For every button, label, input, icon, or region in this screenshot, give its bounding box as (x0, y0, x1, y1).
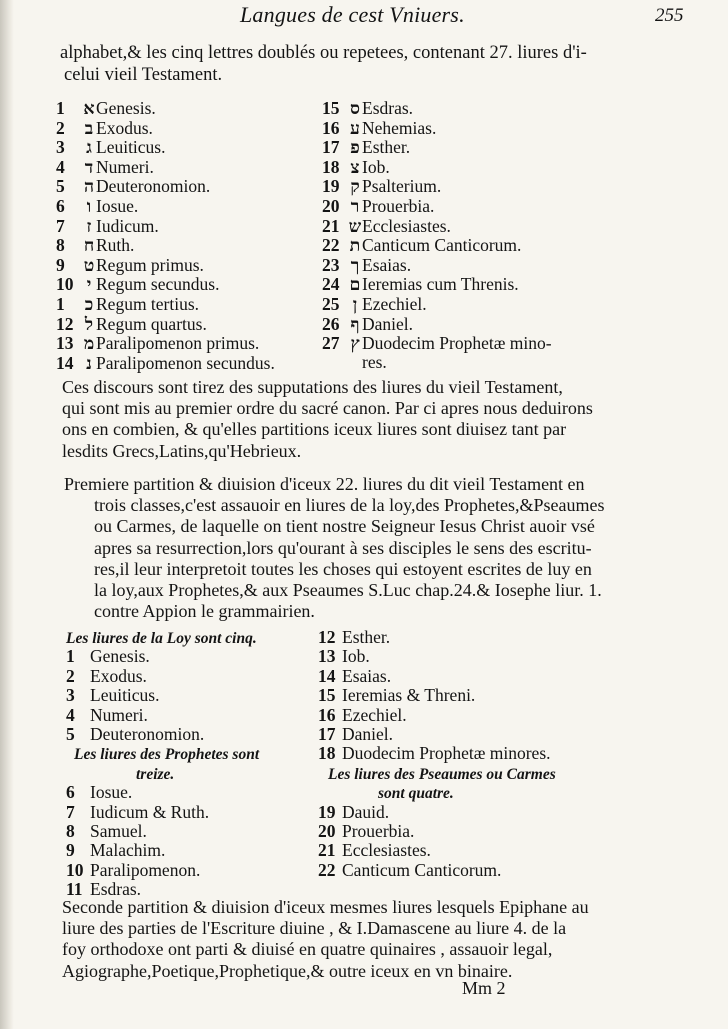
book-name: Duodecim Prophetæ mino- (362, 333, 552, 354)
signature-mark: Mm 2 (462, 978, 506, 998)
book-number: 14 (318, 665, 336, 686)
book-row (322, 315, 622, 335)
book-row (322, 256, 622, 276)
hebrew-letter: ף (350, 313, 360, 334)
paragraph-line: Ces discours sont tirez des supputations des liures du vieil Testament, (62, 377, 563, 397)
class-heading-row (66, 628, 316, 647)
book-name: Canticum Canticorum. (362, 235, 522, 256)
book-row (322, 119, 622, 139)
paragraph-line: apres sa resurrection,lors qu'ourant à ses disciples le sens des escritu- (94, 537, 592, 558)
class-book-row (318, 725, 618, 744)
hebrew-letter: ס (350, 98, 360, 118)
page-gutter-shadow (0, 0, 14, 1029)
book-row (56, 315, 326, 335)
book-name: Leuiticus. (90, 685, 160, 706)
book-row (56, 177, 326, 197)
book-row (56, 354, 326, 374)
book-name: Esaias. (342, 665, 392, 686)
book-name: Genesis. (96, 98, 156, 118)
hebrew-letter: נ (86, 352, 92, 373)
book-name: Exodus. (90, 665, 147, 686)
page-number: 255 (655, 5, 684, 26)
class-book-row (66, 783, 316, 802)
intro-paragraph (60, 42, 708, 86)
book-number: 3 (66, 685, 75, 706)
book-name: Ruth. (96, 235, 135, 256)
book-name: Iudicum. (96, 215, 159, 236)
hebrew-letter: ך (350, 254, 360, 275)
book-name: Regum quartus. (96, 313, 207, 334)
book-number: 12 (318, 627, 336, 647)
books-list-right (322, 98, 622, 373)
hebrew-letter: צ (350, 156, 360, 177)
book-number: 4 (66, 704, 75, 725)
intro-line: celui vieil Testament. (64, 65, 223, 85)
book-number: 1 (56, 293, 65, 314)
hebrew-letter: ה (83, 176, 95, 197)
paragraph-line: res,il leur interpretoit toutes les choses qui estoyent escrites de luy en (94, 558, 592, 579)
book-name: Leuiticus. (96, 137, 166, 158)
book-name: Deuteronomion. (96, 176, 211, 197)
paragraph-line: foy orthodoxe ont parti & diuisé en quatre quinaires , assauoir legal, (62, 939, 553, 960)
hebrew-letter: א (83, 98, 95, 118)
hebrew-letter: ש (348, 215, 362, 236)
book-number: 27 (322, 333, 340, 354)
books-list-left (56, 99, 326, 373)
paragraph-line: Premiere partition & diuision d'iceux 22. liures du dit vieil Testament en (64, 474, 585, 494)
book-name: Iosue. (90, 782, 133, 803)
paragraph-second-partition (62, 897, 712, 982)
book-row (56, 119, 326, 139)
class-heading: treize. (136, 765, 175, 783)
classes-list-right (318, 628, 618, 880)
paragraph-line: ou Carmes, de laquelle on tient nostre Seigneur Iesus Christ auoir vsé (94, 516, 595, 537)
hebrew-letter: ת (349, 235, 361, 256)
book-name: Canticum Canticorum. (342, 859, 502, 880)
book-number: 16 (318, 704, 336, 725)
hebrew-letter: ח (83, 235, 95, 256)
hebrew-letter: ר (350, 195, 360, 216)
book-number: 17 (318, 723, 336, 744)
book-name: Paralipomenon secundus. (96, 352, 275, 373)
book-name: Daniel. (362, 313, 414, 334)
book-name: Dauid. (342, 801, 390, 822)
book-number: 26 (322, 313, 340, 334)
class-book-row (318, 744, 618, 763)
book-number: 15 (318, 685, 336, 706)
hebrew-letter: כ (84, 293, 94, 314)
book-name: Ezechiel. (362, 293, 427, 314)
book-name: Paralipomenon primus. (96, 333, 260, 354)
book-row (322, 333, 622, 373)
book-row (56, 334, 326, 354)
book-name: Daniel. (342, 723, 394, 744)
book-name: Prouerbia. (342, 820, 415, 841)
page-header (0, 2, 728, 32)
class-book-row (66, 822, 316, 841)
book-number: 8 (56, 235, 65, 256)
book-number: 20 (318, 820, 336, 841)
book-number: 10 (56, 274, 74, 295)
book-number: 5 (56, 176, 65, 197)
book-name: Regum secundus. (96, 274, 220, 295)
hebrew-letter: ד (84, 156, 94, 177)
hebrew-letter: ל (84, 313, 94, 334)
book-number: 4 (56, 156, 65, 177)
class-book-row (66, 686, 316, 705)
book-row (56, 138, 326, 158)
book-number: 15 (322, 98, 340, 118)
class-book-row (66, 647, 316, 666)
book-number: 13 (56, 333, 74, 354)
book-number: 13 (318, 646, 336, 667)
book-number: 17 (322, 137, 340, 158)
class-book-row (318, 667, 618, 686)
book-name: Prouerbia. (362, 195, 435, 216)
paragraph-line: ons en combien, & qu'elles partitions iceux liures sont diuisez tant par (62, 419, 567, 440)
book-row (56, 236, 326, 256)
class-book-row (318, 822, 618, 841)
class-book-row (66, 861, 316, 880)
book-number: 1 (56, 98, 65, 118)
book-number: 10 (66, 859, 84, 880)
book-number: 19 (322, 176, 340, 197)
class-heading-row (318, 764, 618, 783)
hebrew-letter: ם (349, 274, 361, 295)
book-number: 6 (56, 195, 65, 216)
hebrew-letter: פ (350, 137, 360, 158)
paragraph-line: lesdits Grecs,Latins,qu'Hebrieux. (62, 440, 302, 461)
hebrew-letter: ב (84, 117, 94, 138)
book-row (322, 197, 622, 217)
book-row (322, 99, 622, 119)
book-row (322, 158, 622, 178)
book-number: 2 (56, 117, 65, 138)
book-name: Regum primus. (96, 254, 204, 275)
class-heading: sont quatre. (378, 785, 454, 803)
book-number: 2 (66, 665, 75, 686)
class-heading-row (318, 783, 618, 802)
paragraph-supputations (62, 377, 702, 462)
class-book-row (318, 861, 618, 880)
book-row (56, 99, 326, 119)
book-number: 3 (56, 137, 65, 158)
class-book-row (66, 667, 316, 686)
hebrew-letter: ז (86, 215, 92, 236)
book-name: Exodus. (96, 117, 153, 138)
book-name: Esther. (362, 137, 411, 158)
book-name: Ieremias cum Threnis. (362, 274, 519, 295)
class-heading-row (66, 764, 316, 783)
book-name: Esaias. (362, 254, 412, 275)
class-book-row (318, 686, 618, 705)
book-number: 9 (66, 840, 75, 861)
paragraph-first-partition (64, 474, 704, 622)
class-book-row (66, 706, 316, 725)
book-number: 14 (56, 352, 74, 373)
hebrew-letter: ן (352, 293, 358, 314)
book-name: Numeri. (96, 156, 154, 177)
book-number: 7 (66, 801, 75, 822)
class-heading: Les liures de la Loy sont cinq. (66, 630, 257, 647)
class-book-row (66, 841, 316, 860)
book-number: 24 (322, 274, 340, 295)
book-name: Samuel. (90, 820, 147, 841)
book-number: 22 (318, 859, 336, 880)
book-name: Numeri. (90, 704, 148, 725)
book-number: 18 (318, 743, 336, 764)
book-number: 25 (322, 293, 340, 314)
book-name: Ezechiel. (342, 704, 407, 725)
book-number: 23 (322, 254, 340, 275)
paragraph-line: contre Appion le grammairien. (94, 601, 315, 622)
hebrew-letter: מ (83, 333, 95, 354)
book-row (322, 275, 622, 295)
book-number: 5 (66, 723, 75, 744)
class-book-row (318, 628, 618, 647)
hebrew-letter: ג (86, 137, 92, 158)
book-number: 18 (322, 156, 340, 177)
book-number: 19 (318, 801, 336, 822)
book-number: 21 (322, 215, 340, 236)
book-row (322, 217, 622, 237)
book-row (322, 295, 622, 315)
paragraph-line: qui sont mis au premier ordre du sacré canon. Par ci apres nous deduirons (62, 398, 593, 419)
book-row (322, 236, 622, 256)
book-name: Malachim. (90, 840, 166, 861)
book-name: Ieremias & Threni. (342, 685, 476, 706)
book-number: 11 (66, 879, 83, 900)
book-name: Regum tertius. (96, 293, 200, 314)
book-number: 8 (66, 820, 75, 841)
book-number: 16 (322, 117, 340, 138)
hebrew-letter: ו (86, 195, 92, 216)
book-number: 22 (322, 235, 340, 256)
book-name: Esdras. (90, 879, 142, 900)
book-name: Ecclesiastes. (342, 840, 431, 861)
book-number: 21 (318, 840, 336, 861)
book-name: Iob. (362, 156, 390, 177)
book-name: Esdras. (362, 98, 414, 118)
class-book-row (318, 841, 618, 860)
book-name: Genesis. (90, 646, 150, 667)
book-name: Ecclesiastes. (362, 215, 451, 236)
book-name: Nehemias. (362, 117, 437, 138)
book-row (56, 275, 326, 295)
book-name: Iob. (342, 646, 370, 667)
book-name: Psalterium. (362, 176, 442, 197)
book-number: 20 (322, 195, 340, 216)
hebrew-letter: ט (83, 254, 95, 275)
class-book-row (318, 647, 618, 666)
book-name: Iosue. (96, 195, 139, 216)
paragraph-line: Seconde partition & diuision d'iceux mesmes liures lesquels Epiphane au (62, 897, 589, 917)
book-row (56, 158, 326, 178)
hebrew-letter: ק (350, 176, 360, 197)
running-head: Langues de cest Vniuers. (240, 2, 465, 27)
paragraph-line: Agiographe,Poetique,Prophetique,& outre iceux en vn binaire. (62, 960, 513, 981)
book-number: 7 (56, 215, 65, 236)
class-book-row (318, 803, 618, 822)
hebrew-letter: ע (350, 117, 360, 138)
paragraph-line: la loy,aux Prophetes,& aux Pseaumes S.Luc chap.24.& Iosephe liur. 1. (94, 580, 602, 601)
book-number: 12 (56, 313, 74, 334)
book-row (56, 197, 326, 217)
book-name: Deuteronomion. (90, 723, 205, 744)
book-name-continued: res. (362, 352, 387, 373)
paragraph-line: liure des parties de l'Escriture diuine , & I.Damascene au liure 4. de la (62, 918, 567, 939)
book-number: 9 (56, 254, 65, 275)
class-book-row (66, 803, 316, 822)
classes-list-left (66, 628, 316, 899)
book-row (322, 138, 622, 158)
book-name: Iudicum & Ruth. (90, 801, 210, 822)
class-heading: Les liures des Prophetes sont (74, 746, 260, 764)
hebrew-letter: י (86, 274, 92, 295)
class-heading-row (66, 744, 316, 763)
book-row (322, 177, 622, 197)
class-heading: Les liures des Pseaumes ou Carmes (328, 765, 556, 783)
book-row (56, 217, 326, 237)
book-number: 1 (66, 646, 75, 667)
book-row (56, 256, 326, 276)
paragraph-line: trois classes,c'est assauoir en liures de la loy,des Prophetes,&Pseaumes (94, 495, 605, 516)
class-book-row (318, 706, 618, 725)
book-number: 6 (66, 782, 75, 803)
book-row (56, 295, 326, 315)
intro-line: alphabet,& les cinq lettres doublés ou repetees, contenant 27. liures d'i- (60, 43, 587, 63)
hebrew-letter: ץ (350, 333, 360, 354)
book-name: Esther. (342, 627, 391, 647)
class-book-row (66, 725, 316, 744)
book-name: Paralipomenon. (90, 859, 201, 880)
book-name: Duodecim Prophetæ minores. (342, 743, 551, 764)
